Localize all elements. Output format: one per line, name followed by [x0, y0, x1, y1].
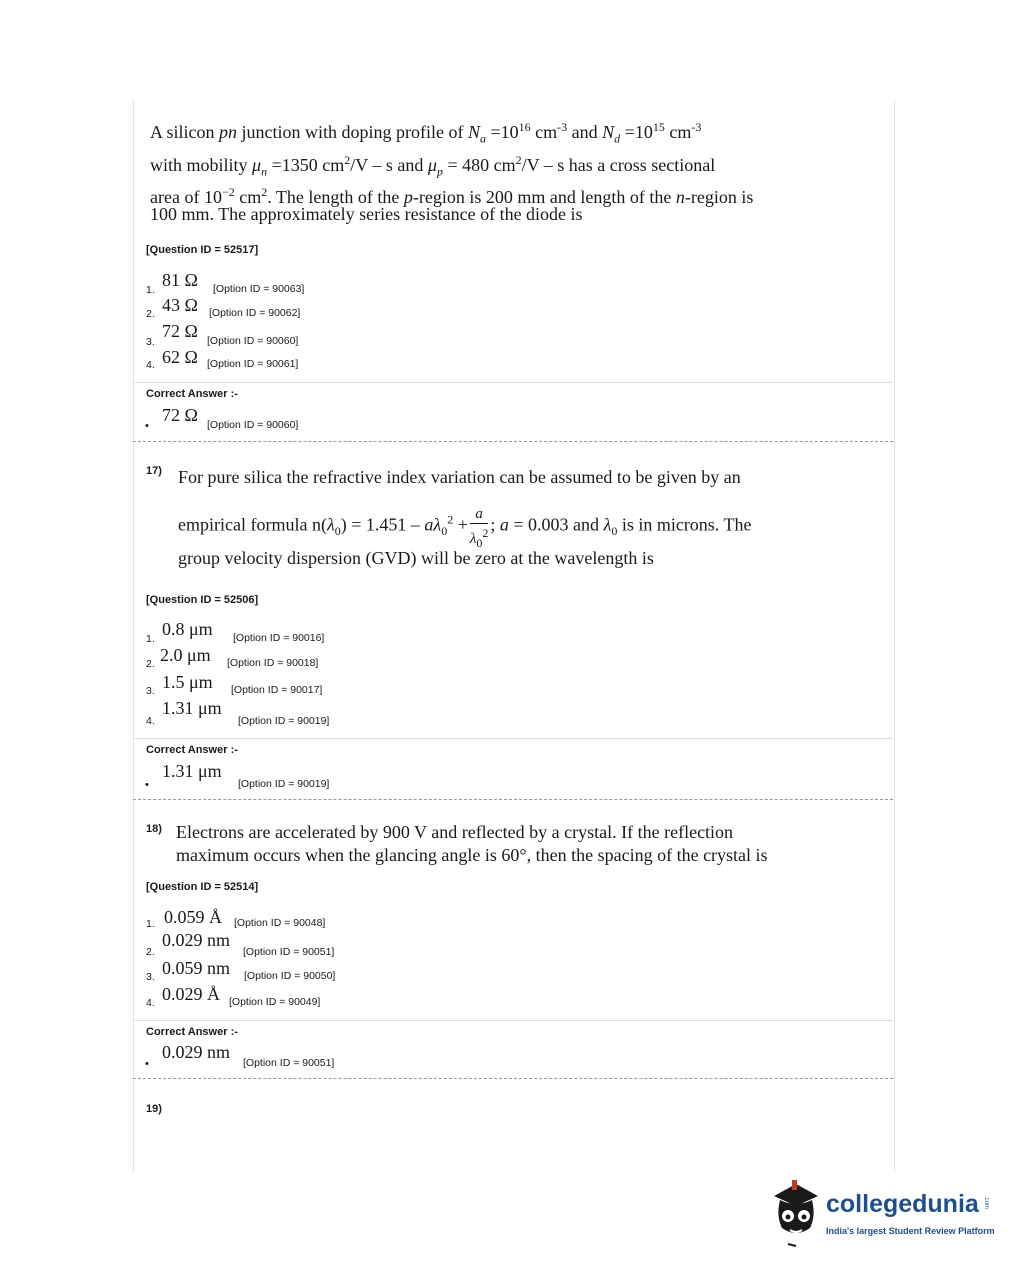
correct-value: 72 Ω [162, 405, 198, 425]
option-number: 1. [146, 633, 155, 645]
option-number: 3. [146, 685, 155, 697]
q18-stem-line2: maximum occurs when the glancing angle is 60°, then the spacing of the crystal is [176, 845, 768, 865]
question-separator [133, 441, 893, 442]
option-number: 1. [146, 284, 155, 296]
option-number: 2. [146, 658, 155, 670]
correct-value: 0.029 nm [162, 1042, 231, 1062]
option-id: [Option ID = 90063] [213, 283, 305, 295]
question-separator [133, 799, 893, 800]
option-id: [Option ID = 90049] [229, 996, 321, 1008]
option-id: [Option ID = 90051] [243, 946, 335, 958]
option-value: 0.059 Å [164, 907, 222, 927]
divider [133, 382, 893, 383]
option-number: 4. [146, 715, 155, 727]
option-value: 0.8 μm [162, 619, 213, 639]
q17-stem-line3: group velocity dispersion (GVD) will be zero at the wavelength is [178, 548, 654, 568]
collegedunia-logo[interactable] [766, 1176, 996, 1252]
divider [133, 738, 893, 739]
option-number: 2. [146, 946, 155, 958]
q17-question-id: [Question ID = 52506] [146, 594, 259, 606]
option-value: 72 Ω [162, 321, 198, 341]
q18-correct-label: Correct Answer :- [146, 1026, 238, 1038]
option-id: [Option ID = 90017] [231, 684, 323, 696]
q16-stem-line4: 100 mm. The approximately series resistance of the diode is [150, 204, 583, 224]
option-value: 43 Ω [162, 295, 198, 315]
q18-stem-line1: Electrons are accelerated by 900 V and reflected by a crystal. If the reflection [176, 822, 734, 842]
correct-option-id: [Option ID = 90051] [243, 1057, 335, 1069]
logo-dotcom: .com [983, 1196, 989, 1210]
q17-stem-line1: For pure silica the refractive index variation can be assumed to be given by an [178, 467, 741, 487]
q16-stem-line1: A silicon pn junction with doping profile of $N_a =10^{16}$ $cm^{-3}$ and $N_d =10^{15}$ $cm^{-3}$ [150, 120, 702, 146]
option-value: 2.0 μm [160, 645, 211, 665]
correct-value: 1.31 μm [162, 761, 222, 781]
q17-number: 17) [146, 465, 162, 477]
option-value: 1.31 μm [162, 698, 222, 718]
option-number: 3. [146, 971, 155, 983]
option-number: 4. [146, 997, 155, 1009]
bullet: • [145, 420, 149, 432]
q18-question-id: [Question ID = 52514] [146, 881, 259, 893]
option-number: 4. [146, 359, 155, 371]
correct-option-id: [Option ID = 90019] [238, 778, 330, 790]
option-id: [Option ID = 90050] [244, 970, 336, 982]
option-number: 1. [146, 918, 155, 930]
q17-stem-line2: empirical formula $n(\lambda_0) = 1.451 - a\lambda_0^2$ + $\frac{a}{\lambda_0^2}$ ; a = 0.003 and $\lambda_0$ is in microns. The [178, 506, 752, 550]
option-value: 0.059 nm [162, 958, 231, 978]
option-value: 0.029 Å [162, 984, 220, 1004]
fraction: $\frac{a}{\lambda_0^2}$ [469, 506, 489, 550]
q16-correct-label: Correct Answer :- [146, 388, 238, 400]
option-id: [Option ID = 90061] [207, 358, 299, 370]
q18-number: 18) [146, 823, 162, 835]
bullet: • [145, 1058, 149, 1070]
option-number: 3. [146, 336, 155, 348]
option-value: 81 Ω [162, 270, 198, 290]
q16-question-id: [Question ID = 52517] [146, 244, 259, 256]
q16-stem-line2: with mobility $\mu_n =1350$ $cm^2/V$ – s and $\mu_p = 480$ $cm^2/V$ – s has a cross sectional [150, 153, 716, 179]
logo-tagline: India's largest Student Review Platform [826, 1226, 995, 1236]
bullet: • [145, 779, 149, 791]
q16-stem-line3: area of $10^{-2}$ $cm^2$. The length of the p-region is 200 mm and length of the n-region is [150, 185, 754, 207]
option-value: 1.5 μm [162, 672, 213, 692]
option-id: [Option ID = 90062] [209, 307, 301, 319]
logo-wordmark: collegedunia [826, 1190, 979, 1218]
option-id: [Option ID = 90048] [234, 917, 326, 929]
option-id: [Option ID = 90060] [207, 335, 299, 347]
option-id: [Option ID = 90016] [233, 632, 325, 644]
option-id: [Option ID = 90019] [238, 715, 330, 727]
graduate-mascot-icon [766, 1176, 826, 1252]
option-value: 62 Ω [162, 347, 198, 367]
option-value: 0.029 nm [162, 930, 231, 950]
question-separator [133, 1078, 893, 1079]
option-number: 2. [146, 308, 155, 320]
q19-number: 19) [146, 1103, 162, 1115]
option-id: [Option ID = 90018] [227, 657, 319, 669]
correct-option-id: [Option ID = 90060] [207, 419, 299, 431]
q17-correct-label: Correct Answer :- [146, 744, 238, 756]
divider [133, 1020, 893, 1021]
